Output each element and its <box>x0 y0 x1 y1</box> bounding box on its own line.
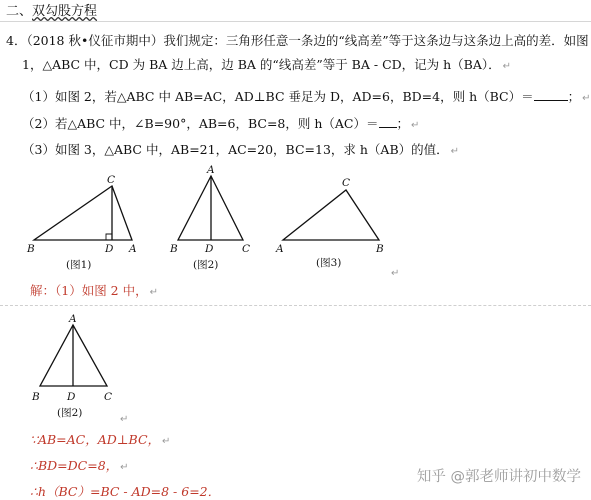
solution-step-3-text: ∴h（BC）=BC - AD=8 - 6=2． <box>30 484 221 499</box>
return-mark: ↵ <box>450 146 460 157</box>
figure-4-label-c: C <box>104 391 113 403</box>
figure-3-label-c: C <box>342 177 351 189</box>
figure-2-caption: (图2) <box>193 259 219 271</box>
return-mark: ↵ <box>149 287 158 298</box>
section-prefix: 二、 <box>6 4 33 19</box>
return-mark: ↵ <box>120 462 129 473</box>
problem-text-1: 4．（2018 秋•仪征市期中）我们规定：三角形任意一条边的“线高差”等于这条边与这条边上高的差．如图 <box>6 33 589 48</box>
figure-3-caption: (图3) <box>316 257 342 269</box>
figure-4-label-d: D <box>67 391 76 403</box>
figure-3-label-b: B <box>376 243 384 255</box>
figure-1-label-c: C <box>107 174 116 186</box>
question-1-end: ； <box>567 89 581 104</box>
figure-4-label-a: A <box>69 313 77 325</box>
problem-text-2: 1，△ABC 中，CD 为 BA 边上高，边 BA 的“线高差”等于 BA - CD，记为 h（BA）． <box>22 57 501 72</box>
figure-1-caption: (图1) <box>66 259 92 271</box>
figure-1-label-b: B <box>27 243 35 255</box>
return-mark: ↵ <box>411 120 420 131</box>
question-2-end: ； <box>396 116 410 131</box>
figure-1-label-a: A <box>129 243 137 255</box>
solution-intro-text: 解：（1）如图 2 中， <box>30 283 148 298</box>
solution-step-2 <box>30 458 129 476</box>
section-title: 双勾股方程 <box>32 4 98 19</box>
figure-1-label-d: D <box>105 243 114 255</box>
figure-2-label-c: C <box>242 243 251 255</box>
figure-2-label-a: A <box>207 164 215 176</box>
question-1-text: （1）如图 2，若△ABC 中 AB=AC，AD⊥BC 垂足为 D，AD=6，BD=4，则 h（BC）＝ <box>22 89 534 104</box>
question-2-text: （2）若△ABC 中，∠B=90°，AB=6，BC=8，则 h（AC）＝ <box>22 116 379 131</box>
figure-2-label-b: B <box>170 243 178 255</box>
solution-step-1 <box>30 432 170 450</box>
solution-intro <box>30 283 158 301</box>
solution-step-1-text: ∵AB=AC，AD⊥BC， <box>30 432 161 447</box>
return-mark: ↵ <box>391 268 400 279</box>
return-mark: ↵ <box>582 93 591 104</box>
figure-2-triangle <box>178 176 243 240</box>
return-mark: ↵ <box>162 436 171 447</box>
figure-4-caption: (图2) <box>57 407 83 419</box>
solution-step-3 <box>30 484 220 500</box>
figure-2-label-d: D <box>205 243 214 255</box>
page-break-divider <box>0 305 591 306</box>
solution-step-2-text: ∴BD=DC=8， <box>30 458 119 473</box>
figure-4-triangle <box>40 325 107 386</box>
figure-1-triangle <box>34 186 132 240</box>
figure-3-label-a: A <box>276 243 284 255</box>
figure-4-label-b: B <box>32 391 40 403</box>
zhihu-watermark: 知乎 @郭老师讲初中数学 <box>416 469 581 485</box>
question-3-text: （3）如图 3，△ABC 中，AB=21，AC=20，BC=13，求 h（AB）的值． <box>22 142 449 157</box>
figure-3-triangle <box>283 190 379 240</box>
return-mark: ↵ <box>502 61 512 72</box>
return-mark: ↵ <box>120 414 129 425</box>
